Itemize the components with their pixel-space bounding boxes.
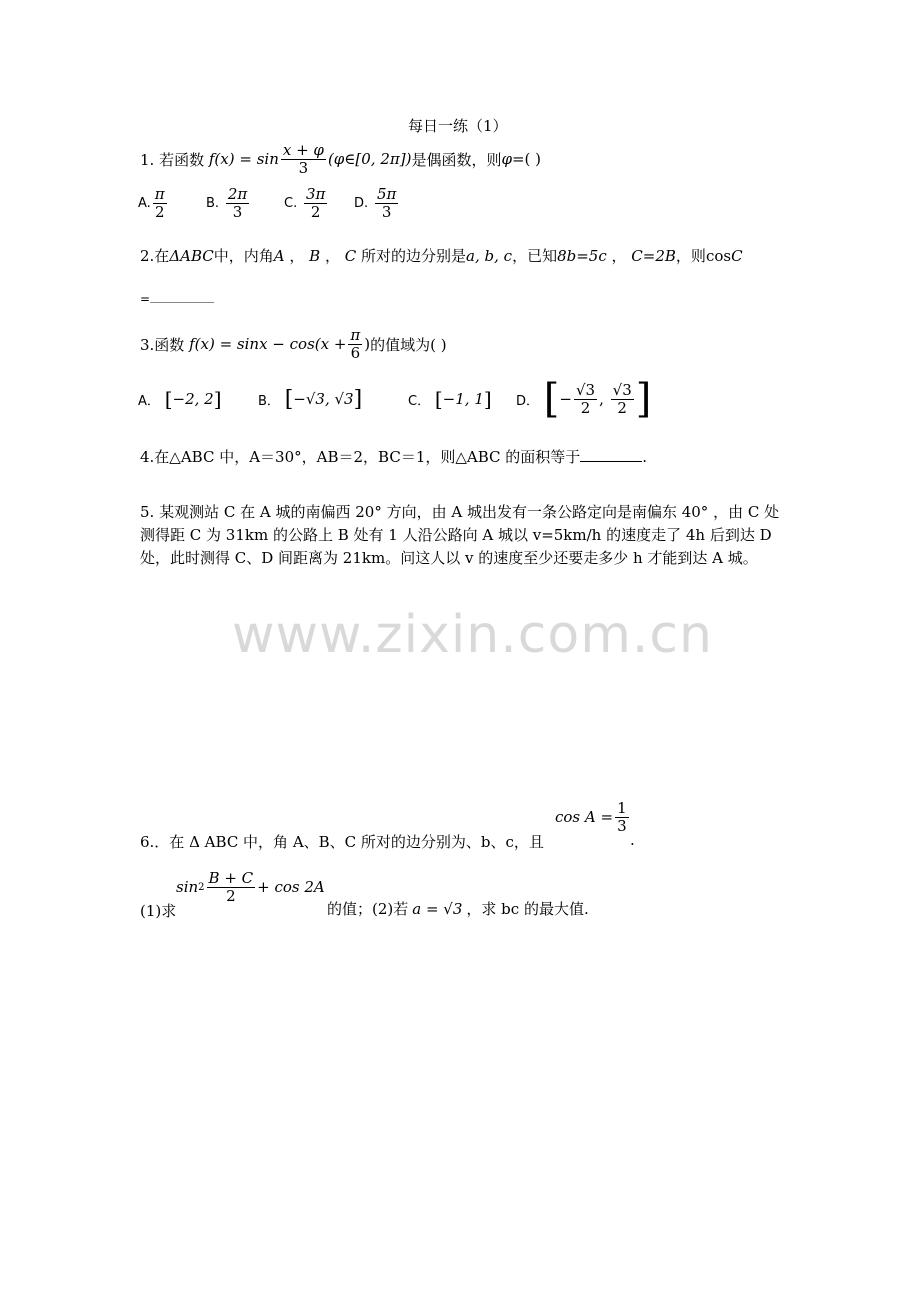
q3-option-d-num1: √3 [575,381,596,399]
q6-line1: 6.．在 Δ ABC 中，角 A、B、C 所对的边分别为、b、c，且 [140,833,544,851]
q3-frac-num: π [350,326,361,344]
q1-frac-num: x + φ [282,141,324,159]
q1-option-d-num: 5π [376,185,397,203]
q1-fraction [281,142,326,176]
q3-suffix: 的值域为( ) [370,335,447,354]
q6-p1-end: 的值；(2)若 [327,900,409,918]
q6-frac-num: B + C [208,869,254,887]
q2-angle-a: A [273,247,285,265]
question-2: 2.在ΔABC中，内角A ， B ， C 所对的边分别是a, b, c，已知8b=5c ， C=2B，则cosC [140,247,743,265]
q3-close: ) [364,335,371,353]
q2-text-b: 中，内角 [213,247,274,265]
q2-blank [150,290,214,303]
q3-option-c-label: C． [408,393,431,409]
q6-dot: . [630,831,635,849]
q3-option-d-den1: 2 [580,398,591,417]
q6-frac-den: 2 [226,886,236,905]
q3-options [138,372,651,426]
question-4 [140,446,647,467]
q1-option-b [206,186,284,220]
q1-cond: (φ∈[0, 2π]) [327,150,412,168]
q2-equals: = [140,292,151,306]
q1-option-b-den: 3 [232,202,243,221]
q1-prefix: 1. 若函数 [140,150,205,169]
q2-cos-c: C [731,247,743,265]
q3-option-d: D． [ − $\frac{√3}{2}$ , $\frac{√3}{2}$ ] [516,376,652,422]
q6-expression [176,870,325,904]
q3-option-d-num2: √3 [612,381,632,399]
q6-line2 [327,898,589,919]
q3-option-b: B． [ −√3, √3 ] [258,386,363,412]
q3-func: f(x) = sinx − cos(x + [189,335,347,353]
q2-text-d: ，已知 [512,247,558,265]
page-title: 每日一练（1） [408,117,508,135]
q2-angle-b: B [309,247,321,265]
q3-option-d-den2: 2 [617,398,627,417]
q6-cosA-num: 1 [617,799,627,817]
q1-option-b-num: 2π [227,185,248,203]
q1-option-c [284,186,354,220]
q2-answer-line [140,290,214,306]
q6-cosA-lhs: cos A = [555,808,614,826]
q1-option-a [138,186,206,220]
q3-option-c-value: −1, 1 [442,390,484,408]
q2-eq2: C=2B [631,247,676,265]
q3-frac-den: 6 [350,343,361,362]
question-3 [140,327,447,361]
q1-options [138,186,400,220]
q2-cos: cos [705,247,732,265]
q2-angle-c: C [344,247,357,265]
q2-text-c: 所对的边分别是 [361,247,467,265]
q4-end: . [642,448,648,466]
q6-part1-label: (1)求 [140,902,177,920]
q3-option-c: C． [ −1, 1 ] [408,387,492,411]
q3-prefix: 3.函数 [140,335,185,354]
q1-var: φ [501,150,512,168]
q1-option-c-label: C. [284,195,298,211]
q6-cosA-den: 3 [617,816,627,835]
q1-option-b-label: B. [206,195,220,211]
q3-option-b-label: B． [258,393,280,409]
q1-option-d [354,186,400,220]
q6-p2-end: ，求 bc 的最大值. [466,900,589,918]
q1-option-a-label: A. [138,195,151,211]
q1-option-c-den: 2 [310,202,321,221]
q6-plus: + cos 2A [257,878,325,896]
q1-frac-den: 3 [298,158,309,177]
q1-option-d-label: D. [354,195,369,211]
q6-sin: sin [176,878,199,896]
question-6-line1 [140,831,544,852]
q2-eq1: 8b=5c [557,247,607,265]
q1-option-a-num: π [154,185,165,203]
question-5: 5. 某观测站 C 在 A 城的南偏西 20° 方向，由 A 城出发有一条公路定向是南偏东 40° ，由 C 处测得距 C 为 31km 的公路上 B 处有 1 人沿公路向 A 城以 v=5km/h 的速度走了 4h 后到达 D 处，此时测得 C、D 间距离为 21km。问这人以 v 的速度至少还要走多少 h 才能到达 A 城。 [140,503,780,567]
q1-option-a-den: 2 [154,202,165,221]
q3-option-d-label: D． [516,393,540,409]
q3-option-a-value: −2, 2 [172,390,214,408]
q3-option-b-value: −√3, √3 [293,390,354,408]
q1-option-c-num: 3π [306,185,326,203]
q2-text-e: ，则 [675,247,706,265]
question-1 [140,142,541,176]
q2-text-a: 2.在 [140,247,170,265]
q3-option-a-label: A． [138,393,160,409]
q2-sides: a, b, c [466,247,513,265]
q2-triangle: ΔABC [169,247,214,265]
q6-a-eq: a = √3 [412,899,463,918]
q1-suffix: 是偶函数，则 [411,150,502,169]
q3-option-a: A． [ −2, 2 ] [138,387,222,411]
q6-sin-sup: 2 [198,881,205,893]
q1-option-d-den: 3 [381,202,392,221]
q4-text: 4.在△ABC 中，A＝30°，AB＝2，BC＝1，则△ABC 的面积等于 [140,448,581,466]
q1-ask: =( ) [511,150,542,168]
q6-cosA [555,800,631,834]
watermark: www.zixin.com.cn [232,605,713,665]
q1-func: f(x) = sin [208,150,279,168]
q4-blank [580,447,642,462]
